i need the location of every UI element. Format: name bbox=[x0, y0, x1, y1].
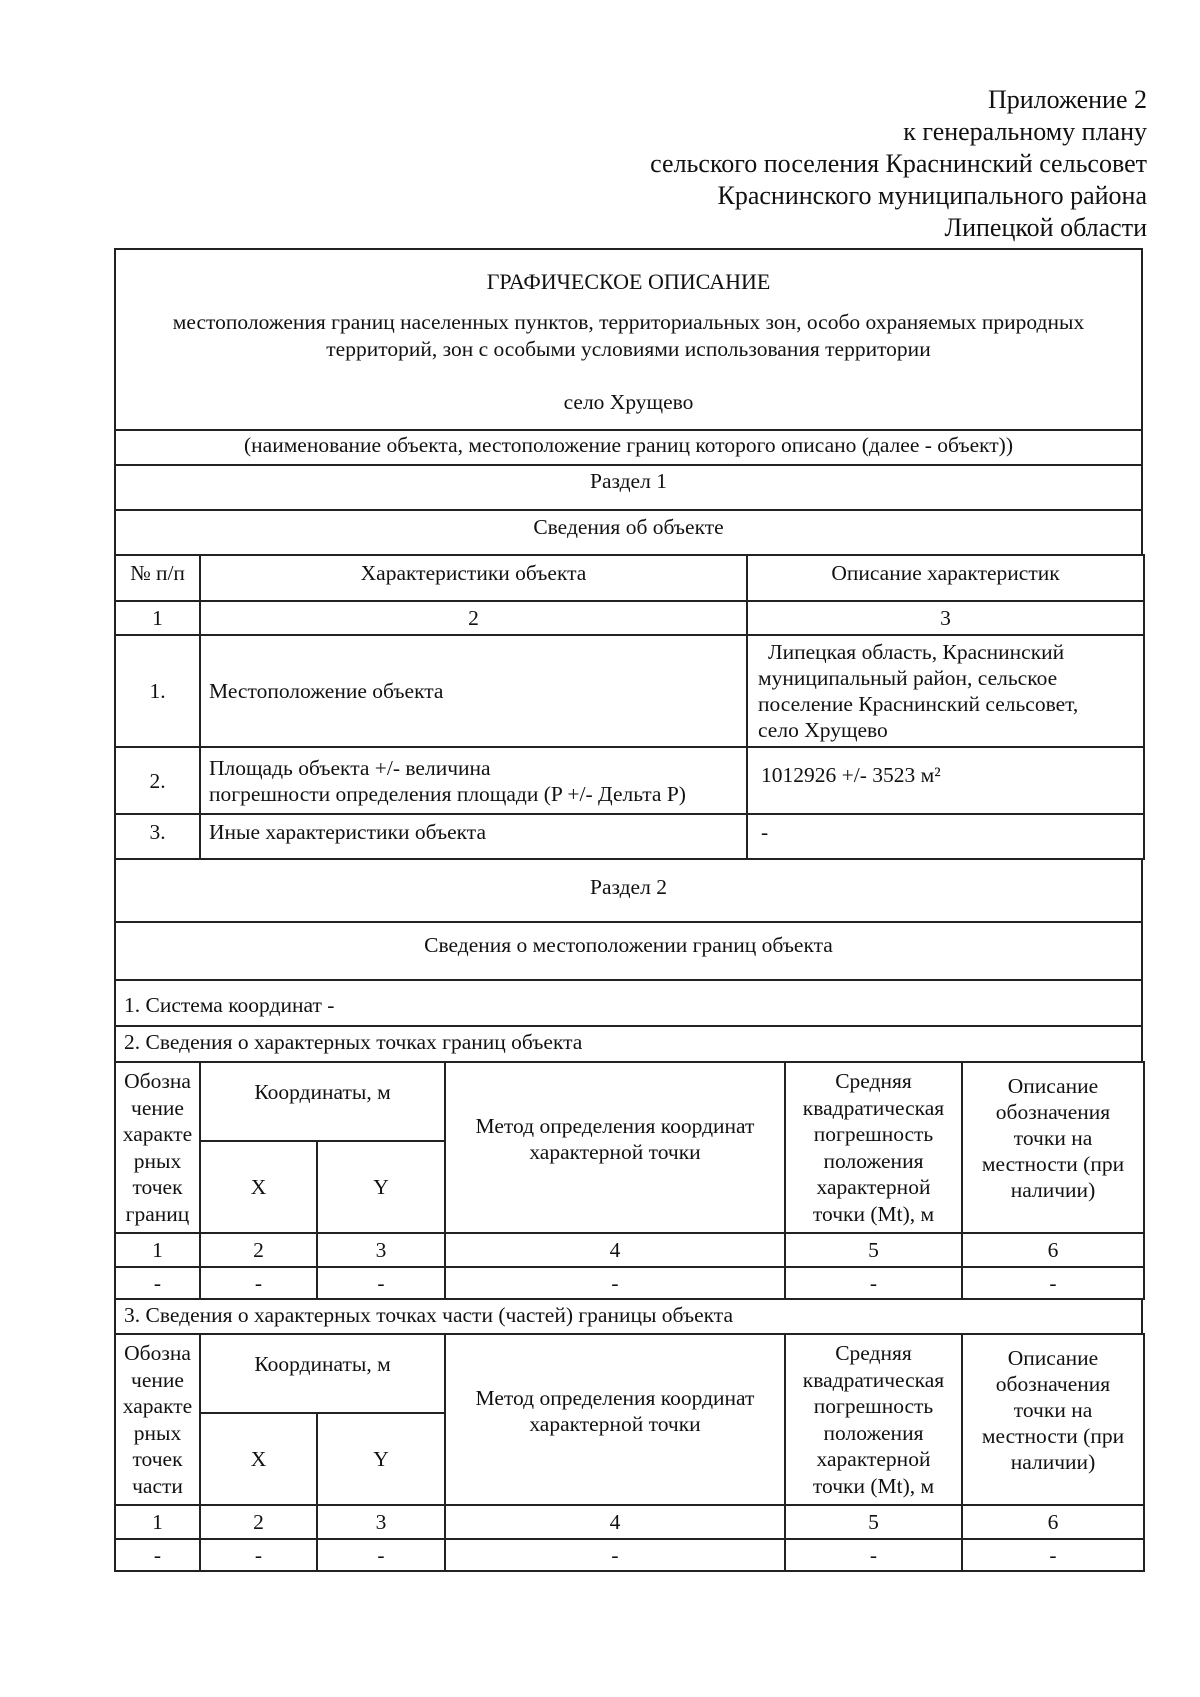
object-caption: (наименование объекта, местоположение границ которого описано (далее - объект)) bbox=[114, 431, 1143, 466]
cell-value: - bbox=[317, 1539, 445, 1571]
header-line: Липецкой области bbox=[944, 213, 1147, 242]
header-line: чение bbox=[131, 1367, 184, 1392]
header-line: наличии) bbox=[1010, 1178, 1096, 1202]
desc-line: поселение Краснинский сельсовет, bbox=[758, 692, 1079, 716]
col-number: 3 bbox=[317, 1233, 445, 1267]
header-line: характерной точки bbox=[529, 1140, 701, 1164]
col-header-coordinates: Координаты, м bbox=[200, 1062, 445, 1141]
object-info-table bbox=[114, 554, 1145, 860]
header-line: Приложение 2 bbox=[987, 85, 1147, 114]
desc-line: муниципальный район, сельское bbox=[758, 666, 1058, 690]
header-line: точки (Mt), м bbox=[812, 1201, 935, 1226]
cell-value: - bbox=[445, 1267, 785, 1299]
row-name: Местоположение объекта bbox=[200, 635, 747, 747]
header-line: части bbox=[132, 1473, 183, 1498]
cell-value: - bbox=[115, 1267, 200, 1299]
row-num: 1. bbox=[115, 635, 200, 747]
header-line: Описание bbox=[1007, 1074, 1099, 1098]
col-header-num: № п/п bbox=[115, 555, 200, 601]
header-line: Обозна bbox=[124, 1341, 191, 1365]
col-header-method bbox=[445, 1062, 785, 1233]
table-row bbox=[115, 635, 1144, 747]
header-line: наличии) bbox=[1010, 1450, 1096, 1474]
cell-value: - bbox=[962, 1539, 1144, 1571]
col-header-x: X bbox=[200, 1141, 317, 1233]
col-number: 6 bbox=[962, 1233, 1144, 1267]
col-number: 4 bbox=[445, 1233, 785, 1267]
header-line: Средняя bbox=[835, 1341, 912, 1365]
col-number: 2 bbox=[200, 601, 747, 635]
header-line: характерной bbox=[816, 1447, 931, 1471]
col-header-characteristic: Характеристики объекта bbox=[200, 555, 747, 601]
row-desc: 1012926 +/- 3523 м² bbox=[747, 747, 1144, 814]
header-line: рных bbox=[133, 1148, 182, 1173]
col-number: 1 bbox=[115, 1505, 200, 1539]
header-line: Метод определения координат bbox=[475, 1386, 755, 1410]
appendix-header bbox=[650, 84, 1147, 244]
section2-title: Раздел 2 bbox=[114, 860, 1143, 923]
col-header-y: Y bbox=[317, 1413, 445, 1505]
col-number: 1 bbox=[115, 1233, 200, 1267]
object-name: село Хрущево bbox=[563, 390, 694, 414]
coordinate-system: 1. Система координат - bbox=[114, 981, 1143, 1027]
col-header-coordinates: Координаты, м bbox=[200, 1334, 445, 1413]
header-line: характе bbox=[122, 1394, 193, 1418]
header-line: границ bbox=[125, 1201, 190, 1226]
col-header-point-description bbox=[962, 1334, 1144, 1505]
col-header-y: Y bbox=[317, 1141, 445, 1233]
row-desc bbox=[747, 635, 1144, 747]
col-number: 2 bbox=[200, 1233, 317, 1267]
header-line: рных bbox=[133, 1420, 182, 1445]
header-line: точки на bbox=[1013, 1126, 1093, 1150]
col-header-error bbox=[785, 1062, 962, 1233]
name-line: Площадь объекта +/- величина bbox=[209, 755, 491, 780]
header-line: положения bbox=[823, 1420, 924, 1445]
table-row bbox=[115, 814, 1144, 859]
col-number: 1 bbox=[115, 601, 200, 635]
header-line: Обозна bbox=[124, 1069, 191, 1093]
col-number: 6 bbox=[962, 1505, 1144, 1539]
col-header-x: X bbox=[200, 1413, 317, 1505]
table-row bbox=[115, 747, 1144, 814]
row-name bbox=[200, 747, 747, 814]
header-line: погрешность bbox=[813, 1122, 934, 1146]
col-number: 5 bbox=[785, 1233, 962, 1267]
header-line: точки (Mt), м bbox=[812, 1473, 935, 1498]
header-line: Средняя bbox=[835, 1069, 912, 1093]
header-line: погрешность bbox=[813, 1394, 934, 1418]
row-num: 2. bbox=[115, 747, 200, 814]
desc-line: Липецкая область, Краснинский bbox=[768, 640, 1065, 664]
header-line: квадратическая bbox=[802, 1095, 945, 1120]
header-line: обозначения bbox=[995, 1372, 1111, 1396]
cell-value: - bbox=[785, 1539, 962, 1571]
desc-line: село Хрущево bbox=[758, 718, 888, 742]
col-header-description: Описание характеристик bbox=[747, 555, 1144, 601]
header-line: точек bbox=[132, 1447, 183, 1471]
row-name: Иные характеристики объекта bbox=[200, 814, 747, 859]
header-line: точек bbox=[132, 1175, 183, 1199]
col-header-error bbox=[785, 1334, 962, 1505]
header-line: Описание bbox=[1007, 1346, 1099, 1370]
title-block bbox=[114, 248, 1143, 431]
header-line: характерной точки bbox=[529, 1412, 701, 1436]
header-line: обозначения bbox=[995, 1100, 1111, 1124]
col-header-method bbox=[445, 1334, 785, 1505]
col-number: 2 bbox=[200, 1505, 317, 1539]
document-title: ГРАФИЧЕСКОЕ ОПИСАНИЕ bbox=[486, 269, 771, 294]
header-line: характе bbox=[122, 1122, 193, 1146]
document-subtitle: местоположения границ населенных пунктов, территориальных зон, особо охраняемых природных bbox=[172, 310, 1085, 334]
row-num: 3. bbox=[115, 814, 200, 859]
section1-subtitle: Сведения об объекте bbox=[114, 511, 1143, 556]
header-line: характерной bbox=[816, 1175, 931, 1199]
cell-value: - bbox=[200, 1539, 317, 1571]
cell-value: - bbox=[785, 1267, 962, 1299]
header-line: местности (при bbox=[981, 1424, 1125, 1448]
row-desc: - bbox=[747, 814, 1144, 859]
cell-value: - bbox=[445, 1539, 785, 1571]
boundary-parts-table bbox=[114, 1333, 1145, 1572]
col-number: 3 bbox=[747, 601, 1144, 635]
parts-title: 3. Сведения о характерных точках части (частей) границы объекта bbox=[114, 1300, 1143, 1335]
table-row bbox=[115, 1539, 1144, 1571]
document-subtitle: территорий, зон с особыми условиями использования территории bbox=[326, 337, 931, 361]
header-line: точки на bbox=[1013, 1398, 1093, 1422]
cell-value: - bbox=[200, 1267, 317, 1299]
cell-value: - bbox=[317, 1267, 445, 1299]
points-title: 2. Сведения о характерных точках границ объекта bbox=[114, 1027, 1143, 1063]
table-row bbox=[115, 1267, 1144, 1299]
header-line: положения bbox=[823, 1148, 924, 1173]
col-header-point-description bbox=[962, 1062, 1144, 1233]
name-line: погрешности определения площади (P +/- Дельта P) bbox=[209, 781, 686, 806]
section1-title: Раздел 1 bbox=[114, 466, 1143, 511]
header-line: квадратическая bbox=[802, 1367, 945, 1392]
col-number: 5 bbox=[785, 1505, 962, 1539]
col-number: 3 bbox=[317, 1505, 445, 1539]
col-number: 4 bbox=[445, 1505, 785, 1539]
header-line: Метод определения координат bbox=[475, 1114, 755, 1138]
header-line: Краснинского муниципального района bbox=[717, 181, 1147, 210]
col-header-designation bbox=[115, 1062, 200, 1233]
header-line: местности (при bbox=[981, 1152, 1125, 1176]
header-line: сельского поселения Краснинский сельсовет bbox=[650, 149, 1147, 178]
header-line: к генеральному плану bbox=[903, 117, 1147, 146]
boundary-points-table bbox=[114, 1061, 1145, 1300]
cell-value: - bbox=[115, 1539, 200, 1571]
col-header-designation bbox=[115, 1334, 200, 1505]
section2-subtitle: Сведения о местоположении границ объекта bbox=[114, 923, 1143, 981]
cell-value: - bbox=[962, 1267, 1144, 1299]
document-frame bbox=[114, 248, 1143, 1572]
header-line: чение bbox=[131, 1095, 184, 1120]
